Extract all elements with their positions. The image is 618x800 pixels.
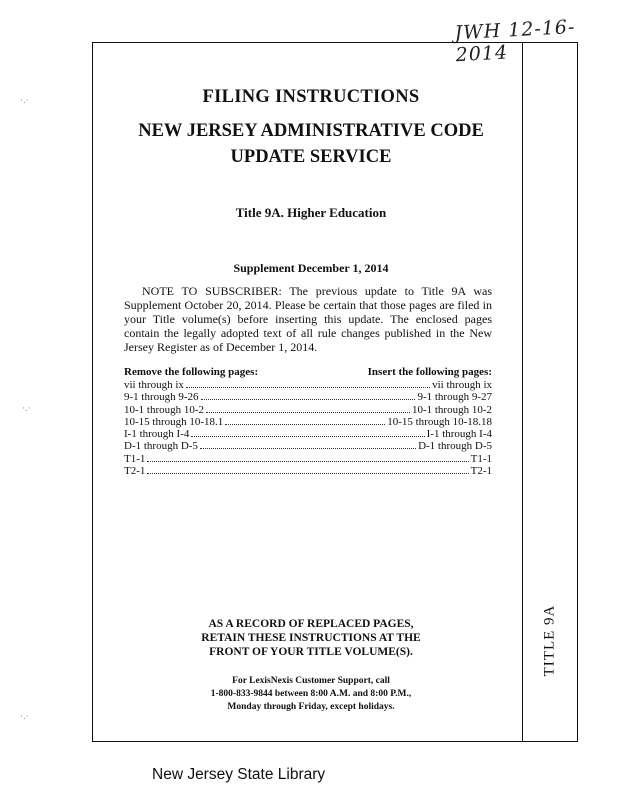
- insert-pages: I-1 through I-4: [426, 428, 492, 441]
- pages-table-header: [124, 366, 492, 378]
- scan-artifact: ·.·: [20, 712, 29, 722]
- pages-table: [124, 379, 492, 477]
- table-row: [124, 391, 492, 403]
- remove-pages: D-1 through D-5: [124, 440, 198, 453]
- remove-pages: 10-15 through 10-18.1: [124, 415, 224, 428]
- title-update-service: UPDATE SERVICE: [230, 147, 392, 167]
- remove-pages: vii through ix: [124, 379, 184, 391]
- insert-pages: 10-1 through 10-2: [411, 403, 492, 416]
- remove-pages: 9-1 through 9-26: [124, 391, 199, 404]
- title-filing-instructions: FILING INSTRUCTIONS: [202, 87, 420, 107]
- table-row: [124, 379, 492, 391]
- remove-pages: I-1 through I-4: [124, 428, 190, 441]
- title-code-name: NEW JERSEY ADMINISTRATIVE CODE: [138, 121, 484, 141]
- table-row: [124, 416, 492, 428]
- record-notice-line-1: AS A RECORD OF REPLACED PAGES,: [208, 618, 414, 630]
- dot-leader: [206, 404, 410, 413]
- side-title-label: TITLE 9A: [541, 604, 558, 676]
- insert-pages: D-1 through D-5: [418, 440, 492, 453]
- dot-leader: [201, 391, 416, 400]
- remove-pages: T1-1: [124, 452, 146, 465]
- supplement-date: Supplement December 1, 2014: [233, 261, 389, 275]
- remove-pages: 10-1 through 10-2: [124, 403, 205, 416]
- support-phone-hours: 1-800-833-9844 between 8:00 A.M. and 8:00 P.M.,: [210, 689, 412, 699]
- table-row: [124, 404, 492, 416]
- handwritten-annotation: JWH 12-16-2014: [453, 15, 576, 67]
- insert-pages: T1-1: [470, 452, 492, 465]
- dot-leader: [191, 428, 424, 437]
- dot-leader: [147, 453, 468, 462]
- side-title-tab: [530, 600, 570, 680]
- note-to-subscriber: [124, 284, 492, 354]
- insert-header: Insert the following pages:: [367, 366, 492, 378]
- insert-pages: 9-1 through 9-27: [417, 391, 492, 404]
- scan-artifact: ·.·: [22, 404, 31, 414]
- note-text: NOTE TO SUBSCRIBER: The previous update to Title 9A was Supplement October 20, 2014. Please be certain that those pages are filed in your Title volume(s) before inserting this update. The enclosed pages contain the legally adopted text of all rule changes published in the New Jersey Register as of December 1, 2014.: [124, 284, 492, 354]
- insert-pages: 10-15 through 10-18.18: [387, 415, 492, 428]
- side-strip-divider: [522, 42, 523, 742]
- table-row: [124, 440, 492, 452]
- insert-pages: vii through ix: [432, 379, 492, 391]
- remove-header: Remove the following pages:: [124, 366, 259, 378]
- insert-pages: T2-1: [470, 465, 492, 478]
- table-row: [124, 453, 492, 465]
- record-notice-line-3: FRONT OF YOUR TITLE VOLUME(S).: [209, 646, 413, 658]
- subject-heading: Title 9A. Higher Education: [235, 205, 387, 220]
- record-notice-line-2: RETAIN THESE INSTRUCTIONS AT THE: [201, 632, 421, 644]
- support-line-1: For LexisNexis Customer Support, call: [232, 676, 390, 686]
- dot-leader: [200, 440, 416, 449]
- table-row: [124, 428, 492, 440]
- remove-pages: T2-1: [124, 465, 146, 478]
- support-days: Monday through Friday, except holidays.: [227, 702, 395, 712]
- table-row: [124, 465, 492, 477]
- library-footer: New Jersey State Library: [152, 766, 326, 783]
- dot-leader: [186, 379, 430, 388]
- dot-leader: [225, 416, 385, 425]
- dot-leader: [147, 465, 468, 474]
- scan-artifact: ·.·: [20, 96, 29, 106]
